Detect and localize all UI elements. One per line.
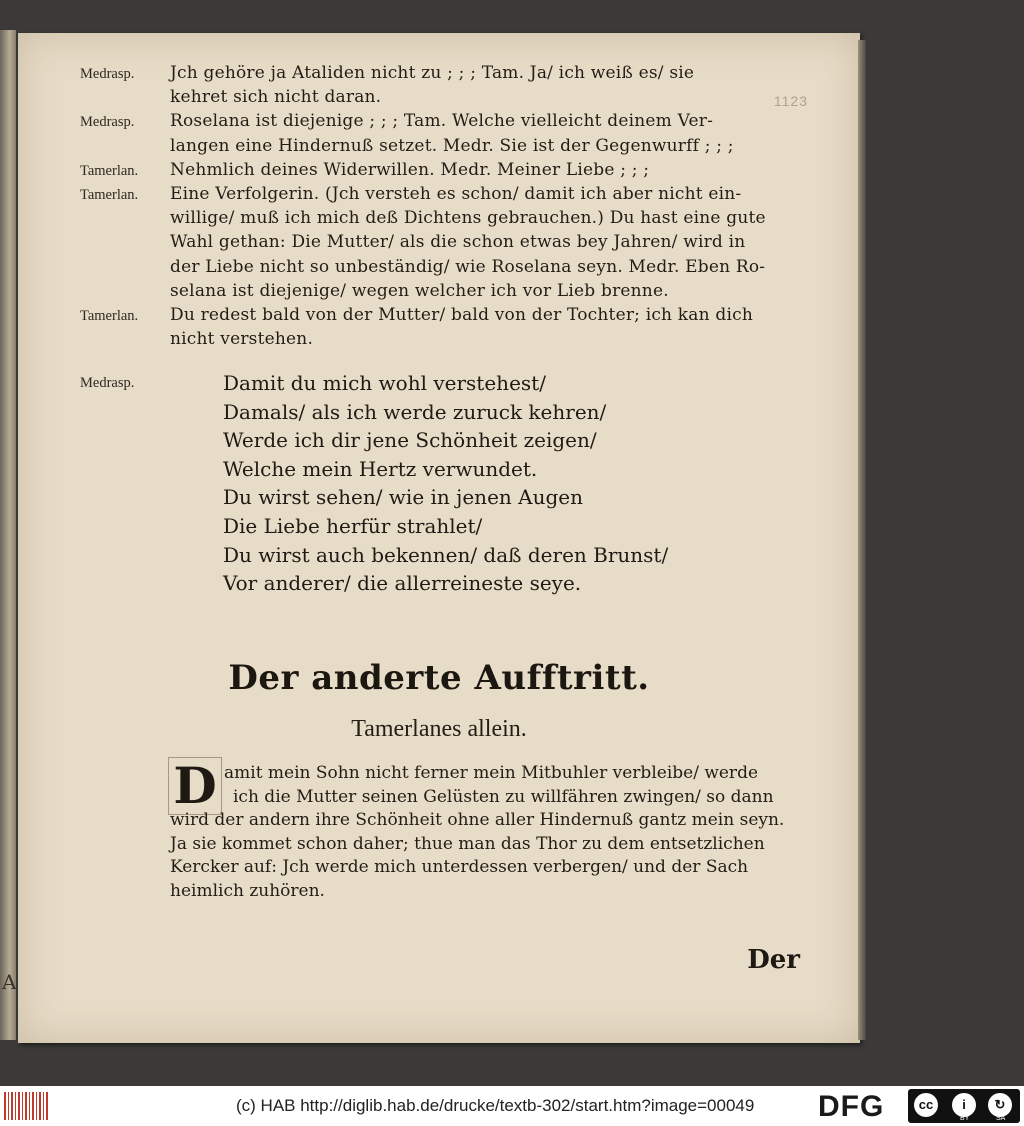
prose-line: wird der andern ihre Schönheit ohne aller Hindernuß gantz mein seyn. — [170, 810, 785, 830]
speaker-label: Medrasp. — [80, 66, 135, 82]
speaker-label: Tamerlan. — [80, 308, 139, 324]
dfg-logo: DFG — [818, 1090, 885, 1123]
catchword: Der — [747, 945, 800, 975]
dialogue-line: Nehmlich deines Widerwillen. Medr. Meiner Liebe ; ; ; — [170, 159, 650, 180]
dialogue-line: Wahl gethan: Die Mutter/ als die schon etwas bey Jahren/ wird in — [170, 232, 746, 253]
dialogue-line: langen eine Hindernuß setzet. Medr. Sie ist der Gegenwurff ; ; ; — [170, 135, 734, 156]
prose-line: heimlich zuhören. — [170, 880, 325, 901]
verse-line: Damals/ als ich werde zuruck kehren/ — [223, 399, 607, 424]
sa-icon: ↻ — [988, 1093, 1012, 1117]
verse-line: Du wirst sehen/ wie in jenen Augen — [223, 485, 583, 510]
verse-speaker: Medrasp. — [80, 375, 135, 391]
prose-line: Kercker auf: Jch werde mich unterdessen verbergen/ und der Sach — [170, 857, 749, 877]
previous-page-edge — [0, 30, 16, 1040]
sa-label: SA — [996, 1115, 1006, 1122]
prose-line: ich die Mutter seinen Gelüsten zu willfähren zwingen/ so dann — [233, 786, 774, 807]
speaker-label: Tamerlan. — [80, 187, 139, 203]
book-page — [18, 33, 860, 1043]
prose-line: amit mein Sohn nicht ferner mein Mitbuhler verbleibe/ werde — [224, 763, 759, 783]
dialogue-line: selana ist diejenige/ wegen welcher ich vor Lieb brenne. — [170, 280, 669, 301]
cc-icon: cc — [914, 1093, 938, 1117]
dialogue-line: Roselana ist diejenige ; ; ; Tam. Welche vielleicht deinem Ver- — [170, 111, 714, 132]
copyright-credit[interactable]: (c) HAB http://diglib.hab.de/drucke/textb-302/start.htm?image=00049 — [236, 1096, 755, 1115]
left-page-mark: A — [2, 970, 17, 994]
verse-line: Damit du mich wohl verstehest/ — [223, 371, 546, 395]
footer-bar — [0, 1086, 1024, 1126]
verse-line: Werde ich dir jene Schönheit zeigen/ — [223, 428, 597, 453]
prose-line: Ja sie kommet schon daher; thue man das Thor zu dem entsetzlichen — [170, 833, 765, 854]
by-label: BY — [960, 1115, 970, 1122]
verse-line: Die Liebe herfür strahlet/ — [223, 514, 483, 538]
scene-subtitle: Tamerlanes allein. — [351, 716, 527, 742]
page-edge-shadow — [858, 40, 866, 1040]
scene-title: Der anderte Aufftritt. — [228, 658, 650, 698]
verse-line: Welche mein Hertz verwundet. — [223, 456, 538, 481]
decorated-initial: D — [168, 757, 222, 815]
dialogue-line: willige/ muß ich mich deß Dichtens gebrauchen.) Du hast eine gute — [170, 208, 766, 229]
dialogue-line: kehret sich nicht daran. — [170, 87, 382, 108]
cc-license-icon[interactable] — [908, 1089, 1020, 1123]
dialogue-line: Jch gehöre ja Ataliden nicht zu ; ; ; Tam. Ja/ ich weiß es/ sie — [170, 63, 695, 83]
verse-line: Vor anderer/ die allerreineste seye. — [223, 571, 582, 596]
by-icon: i — [952, 1093, 976, 1117]
dialogue-line: Eine Verfolgerin. (Jch versteh es schon/ damit ich aber nicht ein- — [170, 184, 742, 204]
pencil-page-number: 1123 — [773, 93, 808, 109]
hab-logo-icon — [4, 1092, 48, 1120]
speaker-label: Medrasp. — [80, 114, 135, 131]
verse-line: Du wirst auch bekennen/ daß deren Brunst/ — [223, 542, 669, 567]
dialogue-line: Du redest bald von der Mutter/ bald von der Tochter; ich kan dich — [170, 305, 753, 325]
speaker-label: Tamerlan. — [80, 162, 139, 179]
dialogue-line: der Liebe nicht so unbeständig/ wie Roselana seyn. Medr. Eben Ro- — [170, 256, 766, 277]
dialogue-line: nicht verstehen. — [170, 329, 314, 350]
